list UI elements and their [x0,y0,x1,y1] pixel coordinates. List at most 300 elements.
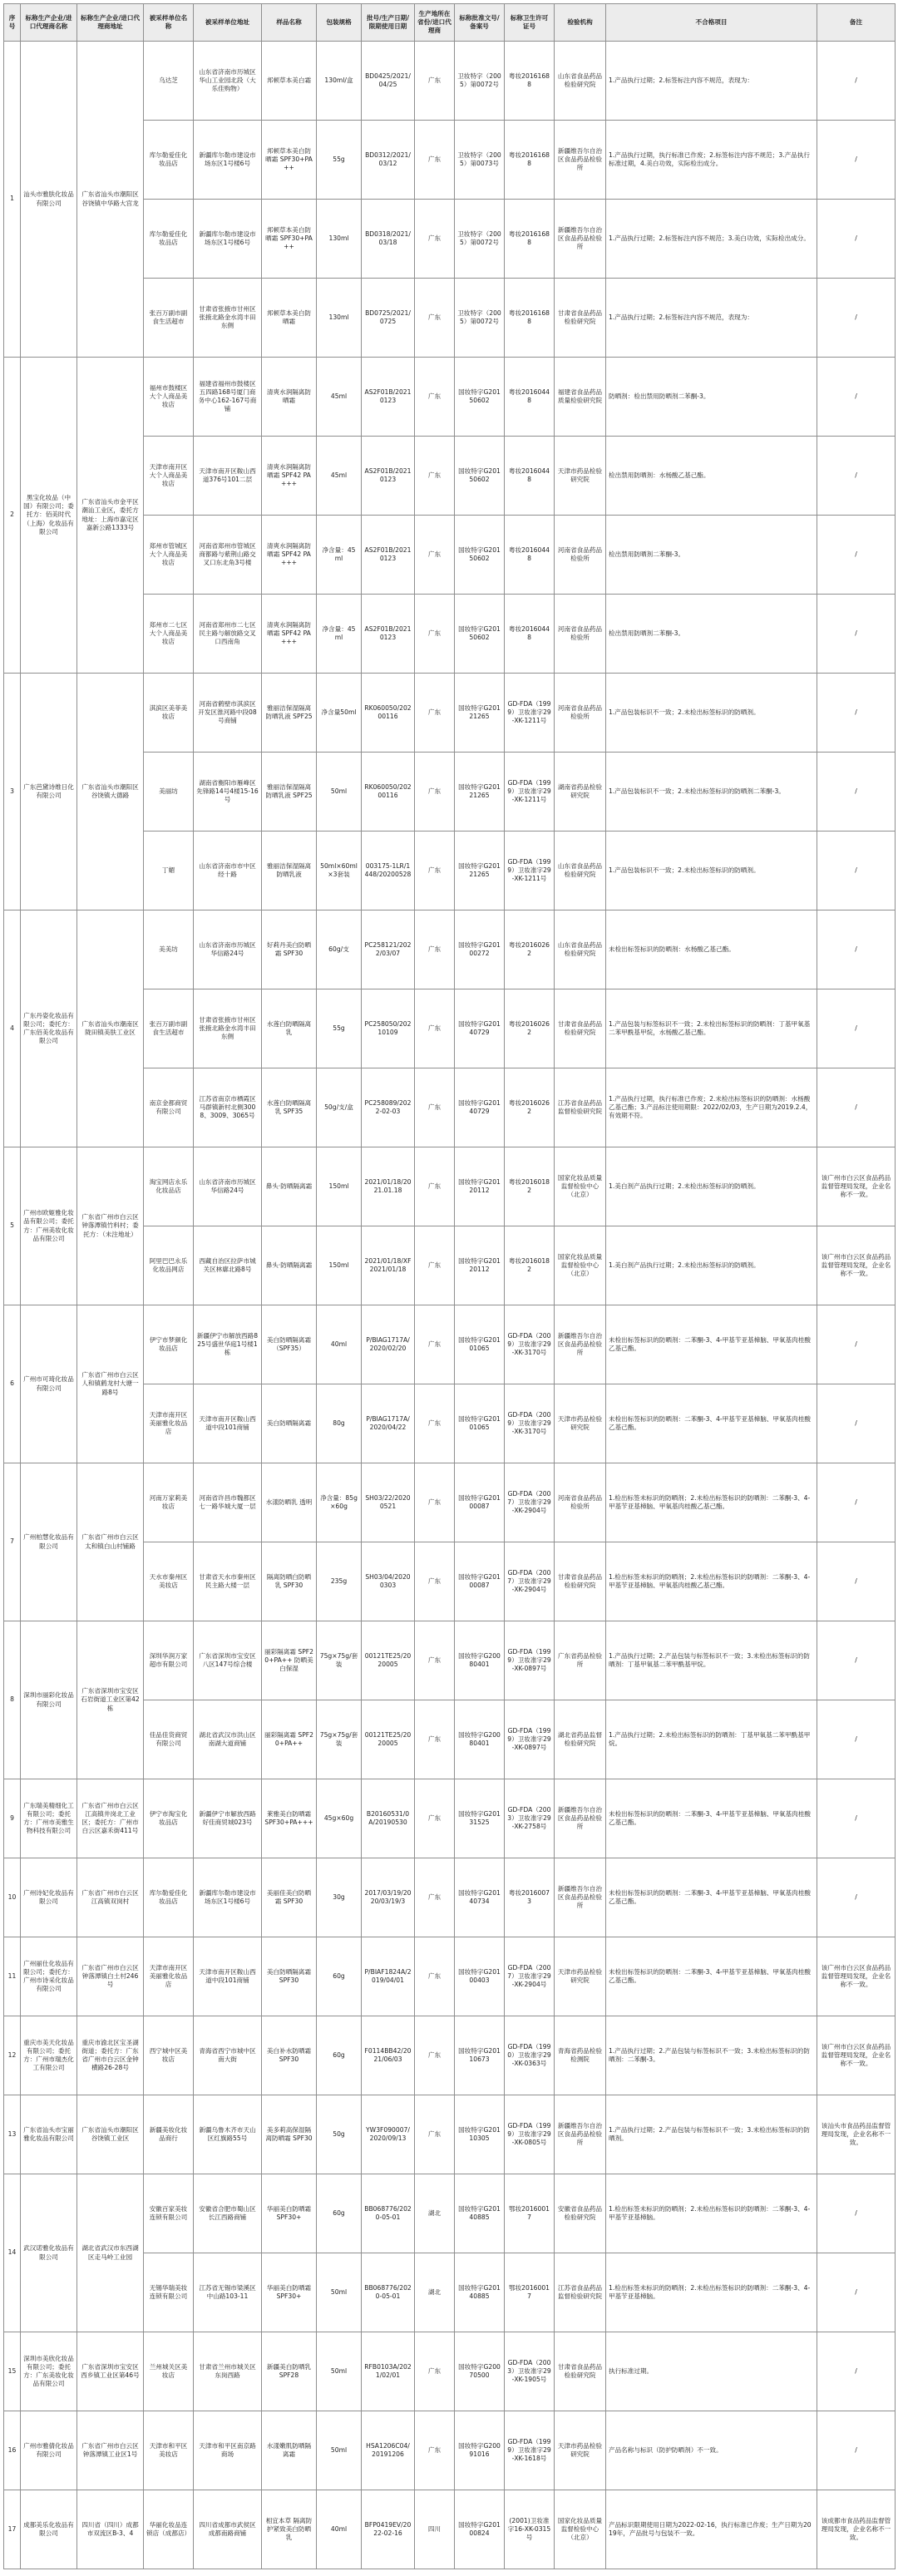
province-cell: 广东 [415,1542,455,1621]
approval-number-cell: 国妆特字G20101065 [455,1384,505,1463]
manufacturer-name-cell: 深圳市美欣化妆品有限公司；委托方：广东美妆化妆品有限公司 [21,2332,77,2411]
nonconforming-items-cell: 未检出标签标识的防晒剂：二苯酮-3、4-甲基苄亚基樟脑、甲氧基肉桂酸乙基己酯。 [606,1305,817,1384]
remarks-cell: / [817,1305,896,1384]
testing-lab-cell: 新疆维吾尔自治区食品药品检验所 [555,1779,606,1858]
manufacturer-address-cell: 广东省汕头市潮阳区谷饶镇大德路 [77,674,144,910]
manufacturer-address-cell: 广东省广州市白云区江高镇井岗北工业区；委托方：广州市白云区嘉禾街411号 [77,1779,144,1858]
province-cell: 广东 [415,1068,455,1147]
product-name-cell: 清爽水润隔离防晒霜 SPF42 PA+++ [262,516,317,595]
sampled-unit-cell: 天津市南开区大个人商品美妆店 [144,437,194,516]
product-name-cell: 水莲白防晒隔离乳 SPF35 [262,1068,317,1147]
province-cell: 广东 [415,1858,455,1937]
license-number-cell: GD-FDA（2007）卫妆准字29-XK-2904号 [505,1463,555,1542]
sampled-unit-cell: 福州市鼓楼区大个人商品美妆店 [144,358,194,437]
sampled-unit-cell: 兰州城关区美妆店 [144,2332,194,2411]
product-name-cell: 清爽水润隔离防晒霜 SPF42 PA+++ [262,437,317,516]
license-number-cell: GD-FDA（1999）卫妆准字29-XK-0897号 [505,1621,555,1700]
remarks-cell: / [817,516,896,595]
remarks-cell: 该汕头市食品药品监督管理局发现，企业名称不一致。 [817,2095,896,2174]
sequence-cell: 14 [4,2174,21,2332]
table-header-row [4,4,896,42]
header-cell: 生产地所在省份/进口代理商 [415,4,455,42]
table-row [4,42,896,121]
sampled-unit-address-cell: 新疆库尔勒市建设市场东区1号楼6号 [194,1858,262,1937]
approval-number-cell: 国妆特字G20121265 [455,832,505,910]
province-cell: 湖北 [415,2174,455,2253]
package-spec-cell: 130ml [317,200,362,279]
sampled-unit-address-cell: 四川省成都市武侯区成都南路商铺 [194,2490,262,2569]
testing-lab-cell: 新疆维吾尔自治区食品药品检验所 [555,200,606,279]
nonconforming-items-cell: 检出禁用防晒剂二苯酮-3。 [606,516,817,595]
testing-lab-cell: 河南省食品药品检验所 [555,674,606,753]
sequence-cell: 10 [4,1858,21,1937]
package-spec-cell: 60g [317,2174,362,2253]
manufacturer-name-cell: 广东丹姿化妆品有限公司；委托方：广东佰美化妆品有限公司 [21,910,77,1147]
manufacturer-address-cell: 广东省广州市白云区钟落潭镇工业区1号 [77,2411,144,2490]
batch-number-cell: 2017/03/19/2020/03/19/3 [362,1858,415,1937]
province-cell: 湖北 [415,2253,455,2332]
sequence-cell: 7 [4,1463,21,1621]
province-cell: 广东 [415,2411,455,2490]
nonconforming-items-cell: 未检出标签标识的防晒剂：水杨酸乙基己酯。 [606,910,817,989]
testing-lab-cell: 天津市药品检验研究院 [555,2411,606,2490]
sampled-unit-address-cell: 山东省济南市历城区华信路24号 [194,910,262,989]
batch-number-cell: B20160531/0A/20190530 [362,1779,415,1858]
remarks-cell: 该广州市白云区食品药品监督管理局发现，企业名称不一致。 [817,1226,896,1305]
approval-number-cell: 国妆特字G20150602 [455,595,505,674]
batch-number-cell: AS2F01B/20210123 [362,437,415,516]
testing-lab-cell: 天津市药品检验研究院 [555,437,606,516]
batch-number-cell: RK060050/20200116 [362,674,415,753]
approval-number-cell: 国妆特字G20140885 [455,2174,505,2253]
sampled-unit-address-cell: 天津市和平区南京路商场 [194,2411,262,2490]
testing-lab-cell: 江苏省食品药品监督检验研究院 [555,2253,606,2332]
manufacturer-address-cell: 广东省广州市白云区江高镇双岗村 [77,1858,144,1937]
sampled-unit-cell: 库尔勒爱佳化妆品店 [144,200,194,279]
manufacturer-name-cell: 重庆市美天化妆品有限公司；委托方：广州市瑞杰化工有限公司 [21,2016,77,2095]
batch-number-cell: PC258089/2022-02-03 [362,1068,415,1147]
testing-lab-cell: 天津市药品检验研究院 [555,1384,606,1463]
sampled-unit-address-cell: 河南省郑州市管城区商都路与紫荆山路交叉口东北角3号楼 [194,516,262,595]
product-name-cell: 邦顿草本美白防晒霜 SPF30+PA++ [262,121,317,200]
sampled-unit-address-cell: 安徽省合肥市蜀山区长江西路商铺 [194,2174,262,2253]
package-spec-cell: 净含量：45ml [317,595,362,674]
manufacturer-address-cell: 广东省汕头市潮阳区谷饶镇工业区 [77,2095,144,2174]
sampled-unit-address-cell: 天津市南开区鞍山西道376号101二层 [194,437,262,516]
sampled-unit-cell: 天津市和平区美妆店 [144,2411,194,2490]
license-number-cell: GD-FDA（1999）卫妆准字29-XK-1211号 [505,674,555,753]
sampled-unit-cell: 河南万家莉美妆店 [144,1463,194,1542]
batch-number-cell: P/BIAF1824A/2019/04/01 [362,1937,415,2016]
province-cell: 广东 [415,2095,455,2174]
product-name-cell: 雅丽洁保湿隔离防晒乳液 [262,832,317,910]
province-cell: 广东 [415,279,455,358]
manufacturer-address-cell: 广东省汕头市潮南区陇田镇美肤工业区 [77,910,144,1147]
license-number-cell: 粤妆20160182 [505,1226,555,1305]
nonconforming-items-cell: 产品标识限期使用日期为2022-02-16，执行标准已作废；生产日期为2019年，产品批号与包装不一致。 [606,2490,817,2569]
sequence-cell: 8 [4,1621,21,1779]
package-spec-cell: 55g [317,121,362,200]
header-cell: 标称批准文号/备案号 [455,4,505,42]
manufacturer-name-cell: 广东省汕头市宝丽雅化妆品有限公司 [21,2095,77,2174]
manufacturer-name-cell: 成都美乐化妆品有限公司 [21,2490,77,2569]
nonconforming-items-cell: 1.美白剂产品执行过期；2.未检出标签标识的防晒剂。 [606,1147,817,1226]
sampled-unit-cell: 淇滨区美菲美妆店 [144,674,194,753]
header-cell: 标称生产企业/进口代理商名称 [21,4,77,42]
table-row [4,2411,896,2490]
manufacturer-name-cell: 深圳市丽彩化妆品有限公司 [21,1621,77,1779]
sequence-cell: 11 [4,1937,21,2016]
package-spec-cell: 130ml [317,279,362,358]
sampled-unit-address-cell: 天津市南开区鞍山西道中段101商铺 [194,1937,262,2016]
license-number-cell: 粤妆20160448 [505,516,555,595]
sequence-cell: 12 [4,2016,21,2095]
nonconforming-items-cell: 1.产品执行过期；2.标签标注内容不规范；3.美白功效，实际检出成分。 [606,200,817,279]
manufacturer-address-cell: 广东省广州市白云区人和镇鹤龙村大塘一路8号 [77,1305,144,1463]
remarks-cell: / [817,1700,896,1779]
sampled-unit-address-cell: 山东省济南市历城区华山工业园北段（大乐佳购物） [194,42,262,121]
license-number-cell: 粤妆20160448 [505,595,555,674]
approval-number-cell: 卫妆特字（2005）第0072号 [455,42,505,121]
sampled-unit-cell: 库尔勒爱佳化妆品店 [144,1858,194,1937]
product-name-cell: 邦顿草本美白防晒霜 [262,279,317,358]
table-row [4,2332,896,2411]
remarks-cell: / [817,2253,896,2332]
testing-lab-cell: 国家化妆品质量监督检验中心（北京） [555,2490,606,2569]
product-name-cell: 好莉丹美白防晒霜 SPF30 [262,910,317,989]
nonconforming-items-cell: 1.产品执行过期；2.产品包装与标签标识不一致；3.未检出标签标识的防晒剂。 [606,2095,817,2174]
sampled-unit-cell: 美丽坊 [144,753,194,832]
testing-lab-cell: 甘肃省食品药品检验研究院 [555,2332,606,2411]
package-spec-cell: 55g [317,989,362,1068]
batch-number-cell: P/BIAG1717A/2020/04/22 [362,1384,415,1463]
nonconforming-items-cell: 1.产品执行过期，执行标准已作废；2.标签标注内容不规范；3.产品执行标准过期，4.美白功效，实际检出成分。 [606,121,817,200]
sampled-unit-cell: 郑州市二七区大个人商品美妆店 [144,595,194,674]
package-spec-cell: 30g [317,1858,362,1937]
sampled-unit-address-cell: 甘肃省兰州市城关区东岗西路 [194,2332,262,2411]
batch-number-cell: 2021/01/18/XF2021/01/18 [362,1226,415,1305]
approval-number-cell: 国妆特字G20091016 [455,2411,505,2490]
nonconforming-items-cell: 执行标准过期。 [606,2332,817,2411]
nonconforming-items-cell: 1.产品执行过期；2.未检出标签标识的防晒剂：丁基甲氧基二苯甲酰基甲烷。 [606,1700,817,1779]
batch-number-cell: PC258121/2022/03/07 [362,910,415,989]
nonconforming-items-cell: 1.产品包装标识不一致；2.未检出标签标识的防晒剂。 [606,674,817,753]
license-number-cell: GD-FDA（2009）卫妆准字29-XK-3170号 [505,1384,555,1463]
approval-number-cell: 国妆特字G20150602 [455,437,505,516]
approval-number-cell: 国妆特字G20150602 [455,516,505,595]
province-cell: 广东 [415,358,455,437]
product-name-cell: 丽彩隔离霜 SPF20+PA++ [262,1700,317,1779]
license-number-cell: GD-FDA（1999）卫妆准字29-XK-1211号 [505,832,555,910]
header-cell: 不合格项目 [606,4,817,42]
batch-number-cell: 003175-1LR/1448/20200528 [362,832,415,910]
license-number-cell: 粤妆20161688 [505,42,555,121]
remarks-cell: / [817,2411,896,2490]
approval-number-cell: 国妆特字G20100403 [455,1937,505,2016]
sequence-cell: 6 [4,1305,21,1463]
remarks-cell: / [817,989,896,1068]
manufacturer-name-cell: 武汉诺雅化妆品有限公司 [21,2174,77,2332]
testing-lab-cell: 山东省食品药品检验研究院 [555,832,606,910]
remarks-cell: / [817,358,896,437]
header-cell: 标称卫生许可证号 [505,4,555,42]
sampled-unit-address-cell: 湖北省武汉市洪山区南湖大道商铺 [194,1700,262,1779]
product-name-cell: 新疆美白防晒乳 SPF28 [262,2332,317,2411]
manufacturer-name-cell: 广州诗妃化妆品有限公司 [21,1858,77,1937]
batch-number-cell: BD0318/2021/03/18 [362,200,415,279]
approval-number-cell: 国妆特字G20100824 [455,2490,505,2569]
header-cell: 标称生产企业/进口代理商地址 [77,4,144,42]
approval-number-cell: 国妆特字G20131525 [455,1779,505,1858]
province-cell: 广东 [415,42,455,121]
remarks-cell: / [817,1068,896,1147]
package-spec-cell: 75g×75g/套装 [317,1621,362,1700]
manufacturer-address-cell: 广东省深圳市宝安区西乡镇工业区第46号 [77,2332,144,2411]
approval-number-cell: 国妆特字G20150602 [455,358,505,437]
province-cell: 广东 [415,674,455,753]
nonconforming-items-cell: 1.美白剂产品执行过期；2.未检出标签标识的防晒剂。 [606,1226,817,1305]
testing-lab-cell: 广东省药品检验所 [555,1621,606,1700]
approval-number-cell: 国妆特字G20110305 [455,2095,505,2174]
province-cell: 广东 [415,1779,455,1858]
package-spec-cell: 130ml/盒 [317,42,362,121]
testing-lab-cell: 福建省食品药品质量检验研究院 [555,358,606,437]
nonconforming-items-cell: 防晒剂：检出禁用防晒剂二苯酮-3。 [606,358,817,437]
sequence-cell: 2 [4,358,21,674]
license-number-cell: 粤妆20161688 [505,279,555,358]
sampled-unit-address-cell: 新疆库尔勒市建设市场东区1号楼6号 [194,200,262,279]
remarks-cell: / [817,1384,896,1463]
sampled-unit-cell: 乌达芝 [144,42,194,121]
manufacturer-name-cell: 广州市欧姬雅化妆品有限公司；委托方：广州美妆化妆品有限公司 [21,1147,77,1305]
nonconforming-items-cell: 1.产品执行过期，执行标准已作废；2.未检出标签标识的防晒剂：水杨酸乙基己酯；3.产品标注使用期限：2022/02/03，生产日期为2019.2.4，有效期不符。 [606,1068,817,1147]
remarks-cell: / [817,1779,896,1858]
sampled-unit-cell: 张百万副市副食生活超市 [144,279,194,358]
remarks-cell: 该成都市食品药品监督管理局发现，企业名称不一致。 [817,2490,896,2569]
province-cell: 广东 [415,1621,455,1700]
sequence-cell: 4 [4,910,21,1147]
license-number-cell: 粤妆20160073 [505,1858,555,1937]
sampled-unit-address-cell: 河南省许昌市魏都区七一路华城大厦一层 [194,1463,262,1542]
batch-number-cell: SH03/04/20200303 [362,1542,415,1621]
product-name-cell: 邦顿草本美白霜 [262,42,317,121]
license-number-cell: GD-FDA（2003）卫妆准字29-XK-2758号 [505,1779,555,1858]
province-cell: 广东 [415,910,455,989]
license-number-cell: 粤妆20160262 [505,989,555,1068]
package-spec-cell: 150ml [317,1147,362,1226]
batch-number-cell: P/BIAG1717A/2020/02/20 [362,1305,415,1384]
product-name-cell: 美白防晒隔离霜 [262,1384,317,1463]
approval-number-cell: 国妆特字G20140729 [455,1068,505,1147]
sequence-cell: 9 [4,1779,21,1858]
approval-number-cell: 卫妆特字（2005）第0072号 [455,200,505,279]
remarks-cell: 该广州市白云区食品药品监督管理局发现，企业名称不一致。 [817,1937,896,2016]
table-row [4,910,896,989]
product-name-cell: 水漾防晒乳 透明 [262,1463,317,1542]
sampled-unit-cell: 深圳华润万家超市有限公司 [144,1621,194,1700]
license-number-cell: GD-FDA（1999）卫妆准字29-XK-0805号 [505,2095,555,2174]
remarks-cell: / [817,910,896,989]
nonconforming-items-cell: 1.产品执行过期；2.产品包装与标签标识不一致；3.未检出标签标识的防晒剂：丁基甲氧基二苯甲酰基甲烷。 [606,1621,817,1700]
product-name-cell: 丽彩隔离霜 SPF20+PA++ 防晒美白保湿 [262,1621,317,1700]
table-row [4,1937,896,2016]
remarks-cell: / [817,1858,896,1937]
province-cell: 广东 [415,200,455,279]
nonconforming-items-cell: 1.检出标签未标识的防晒剂；2.未检出标签标识的防晒剂：二苯酮-3、4-甲基苄亚基樟脑、甲氧基肉桂酸乙基己酯。 [606,1463,817,1542]
testing-lab-cell: 新疆维吾尔自治区食品药品检验所 [555,1858,606,1937]
header-cell: 批号/生产日期/限期使用日期 [362,4,415,42]
license-number-cell: GD-FDA（2007）卫妆准字29-XK-2904号 [505,1937,555,2016]
approval-number-cell: 国妆特字G20140729 [455,989,505,1068]
table-row [4,2490,896,2569]
sampled-unit-address-cell: 甘肃省张掖市甘州区张掖北路金水湾丰田东侧 [194,989,262,1068]
remarks-cell: / [817,200,896,279]
package-spec-cell: 50g [317,2095,362,2174]
sequence-cell: 13 [4,2095,21,2174]
package-spec-cell: 净含量：85g×60g [317,1463,362,1542]
manufacturer-address-cell: 四川省（四川）成都市双流区B-3、4 [77,2490,144,2569]
testing-lab-cell: 青海省药品检验检测院 [555,2016,606,2095]
nonconforming-items-cell: 1.产品执行过期；2.标签标注内容不规范，表现为： [606,279,817,358]
approval-number-cell: 国妆特字G20140885 [455,2253,505,2332]
remarks-cell: 该广州市白云区食品药品监督管理局发现，企业名称不一致。 [817,2016,896,2095]
manufacturer-address-cell: 广东省汕头市金平区潮汕工业区，委托方地址：上海市嘉定区嘉新公路1333号 [77,358,144,674]
product-name-cell: 鼻头·防晒隔离霜 [262,1147,317,1226]
sampled-unit-cell: 伊宁市淘宝化妆品店 [144,1779,194,1858]
product-name-cell: 美白补水防晒霜 SPF30 [262,2016,317,2095]
testing-lab-cell: 甘肃省食品药品检验研究院 [555,279,606,358]
sampled-unit-address-cell: 甘肃省天水市秦州区民主路大楼一层 [194,1542,262,1621]
remarks-cell: / [817,121,896,200]
sampled-unit-address-cell: 河南省鹤壁市淇滨区开发区淮河路中段08号商铺 [194,674,262,753]
table-row [4,674,896,753]
header-cell: 样品名称 [262,4,317,42]
batch-number-cell: BD0725/2021/0725 [362,279,415,358]
remarks-cell: / [817,2174,896,2253]
license-number-cell: 鄂妆20160017 [505,2253,555,2332]
nonconforming-items-cell: 1.产品包装标识不一致；2.未检出标签标识的防晒剂。 [606,832,817,910]
sampled-unit-cell: 天津市南开区美丽雅化妆品店 [144,1384,194,1463]
batch-number-cell: 2021/01/18/2021.01.18 [362,1147,415,1226]
package-spec-cell: 50ml [317,2411,362,2490]
sampled-unit-cell: 库尔勒爱佳化妆品店 [144,121,194,200]
remarks-cell: / [817,1542,896,1621]
sampled-unit-cell: 天津市南开区美丽雅化妆品店 [144,1937,194,2016]
testing-lab-cell: 山东省食品药品检验研究院 [555,910,606,989]
province-cell: 广东 [415,1226,455,1305]
header-cell: 检验机构 [555,4,606,42]
approval-number-cell: 卫妆特字（2005）第0073号 [455,121,505,200]
license-number-cell: (2001)卫妆准字16-XK-0315号 [505,2490,555,2569]
batch-number-cell: PC258050/20210109 [362,989,415,1068]
nonconforming-items-cell: 1.检出标签未标识的防晒剂；2.未检出标签标识的防晒剂：二苯酮-3、4-甲基苄亚基樟脑。 [606,2174,817,2253]
sampled-unit-address-cell: 广东省深圳市宝安区八区147号综合楼 [194,1621,262,1700]
province-cell: 广东 [415,832,455,910]
manufacturer-address-cell: 广东省汕头市潮阳区谷饶镇中华路大宫龙 [77,42,144,358]
sampled-unit-address-cell: 湖南省衡阳市雁峰区先锋路14号4楼15-16号 [194,753,262,832]
license-number-cell: 粤妆20160262 [505,1068,555,1147]
sampled-unit-cell: 新疆美妆化妆品商行 [144,2095,194,2174]
sampled-unit-cell: 佳品佳货商贸有限公司 [144,1700,194,1779]
province-cell: 广东 [415,2016,455,2095]
manufacturer-address-cell: 广东省广州市白云区太和镇白山村铺路 [77,1463,144,1621]
license-number-cell: 粤妆20160448 [505,437,555,516]
document [3,3,895,2569]
approval-number-cell: 国妆特字G20080401 [455,1621,505,1700]
header-cell: 被采样单位地址 [194,4,262,42]
license-number-cell: 粤妆20161688 [505,121,555,200]
table-row [4,2016,896,2095]
table-row [4,358,896,437]
remarks-cell: / [817,42,896,121]
product-name-cell: 莱雅美白防晒霜 SPF30+PA+++ [262,1779,317,1858]
province-cell: 广东 [415,516,455,595]
table-row [4,2095,896,2174]
testing-lab-cell: 安徽省食品药品检验研究院 [555,2174,606,2253]
testing-lab-cell: 山东省食品药品检验研究院 [555,42,606,121]
province-cell: 广东 [415,121,455,200]
sampled-unit-cell: 伊宁市梦颜化妆品店 [144,1305,194,1384]
product-name-cell: 邦顿草本美白防晒霜 SPF30+PA++ [262,200,317,279]
package-spec-cell: 50ml [317,2253,362,2332]
sampled-unit-address-cell: 山东省济南市历城区华信路24号 [194,1147,262,1226]
sampled-unit-address-cell: 新疆乌鲁木齐市天山区红旗路55号 [194,2095,262,2174]
sequence-cell: 3 [4,674,21,910]
approval-number-cell: 国妆特字G20100087 [455,1542,505,1621]
approval-number-cell: 国妆特字G20121265 [455,753,505,832]
table-row [4,2174,896,2253]
testing-lab-cell: 甘肃省食品药品检验研究院 [555,989,606,1068]
product-name-cell: 美丽佳美白防晒霜 SPF30 [262,1858,317,1937]
batch-number-cell: BB068776/2020-05-01 [362,2253,415,2332]
nonconforming-items-cell: 产品名称与标识（防护防晒剂）不一致。 [606,2411,817,2490]
package-spec-cell: 45ml [317,358,362,437]
nonconforming-items-cell: 检出禁用防晒剂：水杨酸乙基己酯。 [606,437,817,516]
nonconforming-items-cell: 1.产品执行过期；2.标签标注内容不规范，表现为： [606,42,817,121]
package-spec-cell: 60g [317,2016,362,2095]
sampled-unit-address-cell: 山东省济南市市中区经十路 [194,832,262,910]
product-name-cell: 美白防晒隔离霜（SPF35） [262,1305,317,1384]
batch-number-cell: 00121TE25/2020005 [362,1700,415,1779]
product-name-cell: 相宜本草 隔离防护紧致美白防晒乳 [262,2490,317,2569]
table-body [4,42,896,2569]
approval-number-cell: 国妆特字G20120112 [455,1226,505,1305]
sampled-unit-address-cell: 江苏省南京市栖霞区马群镇新村北侧3008、3009、3065号 [194,1068,262,1147]
remarks-cell: / [817,1621,896,1700]
license-number-cell: GD-FDA（1999）卫妆准字29-XK-0897号 [505,1700,555,1779]
testing-lab-cell: 新疆维吾尔自治区食品药品检验所 [555,2095,606,2174]
sampled-unit-address-cell: 新疆库尔勒市建设市场东区1号楼6号 [194,121,262,200]
testing-lab-cell: 江苏省食品药品监督检验研究院 [555,1068,606,1147]
sampled-unit-address-cell: 甘肃省张掖市甘州区张掖北路金水湾丰田东侧 [194,279,262,358]
nonconforming-items-cell: 1.产品包装与标签标识不一致；2.未检出标签标识的防晒剂：丁基甲氧基二苯甲酰基甲烷，水杨酸乙基己酯。 [606,989,817,1068]
product-name-cell: 清爽水润隔离防晒霜 SPF42 PA+++ [262,595,317,674]
approval-number-cell: 国妆特字G20110673 [455,2016,505,2095]
remarks-cell: / [817,1463,896,1542]
sequence-cell: 5 [4,1147,21,1305]
package-spec-cell: 60g [317,1937,362,2016]
nonconforming-items-cell: 未检出标签标识的防晒剂：二苯酮-3、4-甲基苄亚基樟脑、甲氧基肉桂酸乙基己酯。 [606,1858,817,1937]
batch-number-cell: BB068776/2020-05-01 [362,2174,415,2253]
license-number-cell: 粤妆20160182 [505,1147,555,1226]
province-cell: 四川 [415,2490,455,2569]
license-number-cell: GD-FDA（1999）卫妆准字29-XK-1211号 [505,753,555,832]
approval-number-cell: 国妆特字G20121265 [455,674,505,753]
manufacturer-address-cell: 广东省广州市白云区钟落潭镇白土村246号 [77,1937,144,2016]
nonconforming-items-cell: 未检出标签标识的防晒剂：二苯酮-3、4-甲基苄亚基樟脑、甲氧基肉桂酸乙基己酯。 [606,1937,817,2016]
manufacturer-name-cell: 广州市可琦化妆品有限公司 [21,1305,77,1463]
manufacturer-address-cell: 湖北省武汉市东西湖区走马岭工业园 [77,2174,144,2332]
